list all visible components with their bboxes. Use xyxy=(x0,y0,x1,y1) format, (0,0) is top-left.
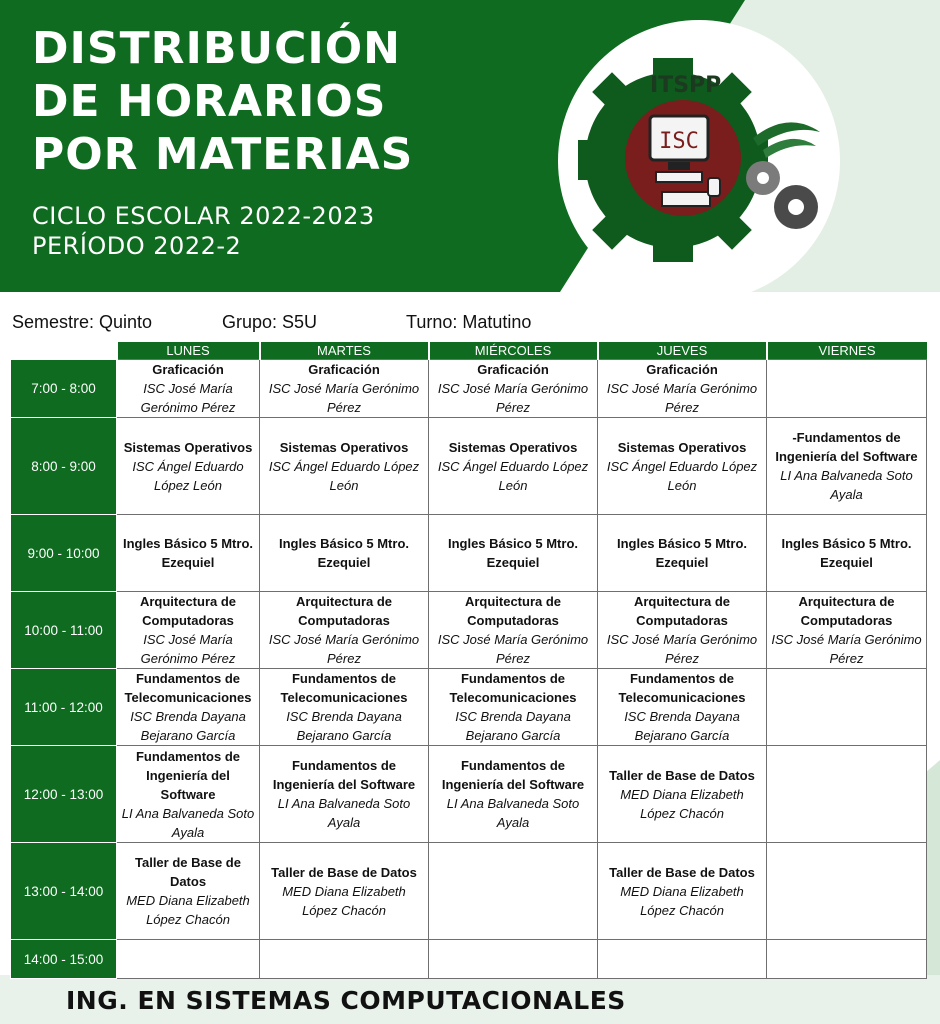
class-cell xyxy=(767,940,927,979)
subject-name: Sistemas Operativos xyxy=(279,439,409,455)
subject-name: Arquitectura de Computadoras xyxy=(464,594,562,628)
class-cell xyxy=(767,418,927,515)
teacher-name: ISC José María Gerónimo Pérez xyxy=(606,632,758,666)
isc-logo xyxy=(558,20,840,302)
subject-name: Sistemas Operativos xyxy=(448,439,578,455)
logo-text-itspp: ITSPP xyxy=(650,73,722,98)
class-cell xyxy=(598,592,767,669)
subject-name: Fundamentos de Telecomunicaciones xyxy=(280,671,408,705)
class-cell xyxy=(260,592,429,669)
schedule-row xyxy=(11,669,927,746)
teacher-name: LI Ana Balvaneda Soto Ayala xyxy=(780,468,913,502)
class-cell xyxy=(117,669,260,746)
teacher-name: ISC José María Gerónimo Pérez xyxy=(140,632,236,666)
class-cell xyxy=(260,515,429,592)
subject-name: Ingles Básico 5 Mtro. Ezequiel xyxy=(122,536,254,570)
subject-name: Taller de Base de Datos xyxy=(609,767,755,783)
subject-name: Fundamentos de Ingeniería del Software xyxy=(272,758,416,792)
class-cell xyxy=(767,746,927,843)
teacher-name: ISC Brenda Dayana Bejarano García xyxy=(286,709,402,743)
subject-name: Sistemas Operativos xyxy=(123,439,253,455)
small-gear-icon xyxy=(746,161,780,195)
subject-name: Graficación xyxy=(646,362,718,377)
class-cell xyxy=(767,592,927,669)
school-cycle xyxy=(32,201,413,261)
class-cell xyxy=(260,360,429,418)
subject-name: Sistemas Operativos xyxy=(617,439,747,455)
subject-name: Ingles Básico 5 Mtro. Ezequiel xyxy=(781,536,912,570)
teacher-name: ISC Ángel Eduardo López León xyxy=(606,458,758,493)
period-text: PERÍODO 2022-2 xyxy=(32,232,242,260)
keyboard-icon xyxy=(662,192,710,206)
header-text xyxy=(32,22,413,261)
class-cell xyxy=(117,843,260,940)
class-cell xyxy=(260,940,429,979)
class-cell xyxy=(260,843,429,940)
class-cell xyxy=(767,669,927,746)
class-cell xyxy=(767,843,927,940)
time-slot: 7:00 - 8:00 xyxy=(11,360,117,418)
semester-label: Semestre: Quinto xyxy=(12,312,153,332)
teacher-name: ISC Brenda Dayana Bejarano García xyxy=(130,709,246,743)
class-cell xyxy=(429,360,598,418)
class-cell xyxy=(767,515,927,592)
career-footer: ING. EN SISTEMAS COMPUTACIONALES xyxy=(66,986,626,1015)
schedule-row xyxy=(11,515,927,592)
schedule-row xyxy=(11,746,927,843)
subject-name: Fundamentos de Telecomunicaciones xyxy=(449,671,577,705)
time-slot: 10:00 - 11:00 xyxy=(11,592,117,669)
subject-name: Ingles Básico 5 Mtro. Ezequiel xyxy=(616,536,748,570)
teacher-name: ISC José María Gerónimo Pérez xyxy=(437,632,589,666)
leaf-icon-2 xyxy=(763,139,816,158)
title-line-2: DE HORARIOS xyxy=(32,76,387,127)
cycle-text: CICLO ESCOLAR 2022-2023 xyxy=(32,202,375,230)
class-cell xyxy=(429,515,598,592)
title-line-3: POR MATERIAS xyxy=(32,129,414,180)
schedule-row xyxy=(11,360,927,418)
time-slot: 11:00 - 12:00 xyxy=(11,669,117,746)
subject-name: Fundamentos de Ingeniería del Software xyxy=(135,748,240,802)
teacher-name: MED Diana Elizabeth López Chacón xyxy=(126,893,250,927)
subject-name: Taller de Base de Datos xyxy=(271,864,417,880)
time-slot: 12:00 - 13:00 xyxy=(11,746,117,843)
subject-name: Graficación xyxy=(152,362,224,377)
teacher-name: ISC Ángel Eduardo López León xyxy=(268,458,420,493)
teacher-name: MED Diana Elizabeth López Chacón xyxy=(620,883,744,918)
schedule-row xyxy=(11,843,927,940)
schedule-row xyxy=(11,418,927,515)
time-slot: 14:00 - 15:00 xyxy=(11,940,117,979)
class-cell xyxy=(429,746,598,843)
small-gear-icon-2 xyxy=(774,185,818,229)
subject-name: Fundamentos de Ingeniería del Software xyxy=(441,758,585,792)
class-cell xyxy=(598,360,767,418)
subject-name: Arquitectura de Computadoras xyxy=(139,594,237,628)
class-cell xyxy=(767,360,927,418)
mouse-icon xyxy=(708,178,720,196)
subject-name: Taller de Base de Datos xyxy=(135,855,241,889)
day-header-martes: MARTES xyxy=(260,342,429,360)
teacher-name: ISC Brenda Dayana Bejarano García xyxy=(624,709,740,743)
class-cell xyxy=(429,940,598,979)
corner-cell xyxy=(11,342,117,360)
time-slot: 8:00 - 9:00 xyxy=(11,418,117,515)
class-cell xyxy=(598,940,767,979)
day-header-miercoles: MIÉRCOLES xyxy=(429,342,598,360)
subject-name: Fundamentos de Telecomunicaciones xyxy=(124,671,252,705)
teacher-name: ISC José María Gerónimo Pérez xyxy=(268,632,420,666)
teacher-name: MED Diana Elizabeth López Chacón xyxy=(620,786,744,821)
teacher-name: ISC Ángel Eduardo López León xyxy=(132,458,244,493)
teacher-name: ISC José María Gerónimo Pérez xyxy=(437,381,589,415)
class-cell xyxy=(598,418,767,515)
subject-name: -Fundamentos de Ingeniería del Software xyxy=(775,430,918,464)
class-cell xyxy=(598,515,767,592)
day-header-row xyxy=(11,342,927,360)
group-label: Grupo: S5U xyxy=(222,312,318,332)
time-slot: 13:00 - 14:00 xyxy=(11,843,117,940)
class-cell xyxy=(429,843,598,940)
class-cell xyxy=(117,746,260,843)
subject-name: Taller de Base de Datos xyxy=(609,864,755,880)
teacher-name: LI Ana Balvaneda Soto Ayala xyxy=(277,796,411,830)
class-cell xyxy=(429,592,598,669)
class-cell xyxy=(260,669,429,746)
teacher-name: LI Ana Balvaneda Soto Ayala xyxy=(446,796,580,830)
schedule-row xyxy=(11,592,927,669)
day-header-jueves: JUEVES xyxy=(598,342,767,360)
teacher-name: ISC José María Gerónimo Pérez xyxy=(268,381,420,415)
teacher-name: ISC Ángel Eduardo López León xyxy=(437,458,589,493)
logo-text-isc: ISC xyxy=(659,129,699,154)
class-cell xyxy=(117,515,260,592)
schedule-row xyxy=(11,940,927,979)
day-header-lunes: LUNES xyxy=(117,342,260,360)
class-cell xyxy=(117,418,260,515)
class-cell xyxy=(260,746,429,843)
class-cell xyxy=(598,669,767,746)
teacher-name: LI Ana Balvaneda Soto Ayala xyxy=(121,805,255,840)
subject-name: Ingles Básico 5 Mtro. Ezequiel xyxy=(447,536,579,570)
class-cell xyxy=(429,669,598,746)
class-cell xyxy=(117,940,260,979)
shift-label: Turno: Matutino xyxy=(406,312,532,332)
class-cell xyxy=(260,418,429,515)
subject-name: Ingles Básico 5 Mtro. Ezequiel xyxy=(278,536,410,570)
subject-name: Fundamentos de Telecomunicaciones xyxy=(618,671,746,705)
class-cell xyxy=(117,592,260,669)
teacher-name: ISC José María Gerónimo Pérez xyxy=(771,632,922,666)
teacher-name: MED Diana Elizabeth López Chacón xyxy=(282,883,406,918)
class-cell xyxy=(117,360,260,418)
schedule-table xyxy=(10,342,927,979)
time-slot: 9:00 - 10:00 xyxy=(11,515,117,592)
day-header-viernes: VIERNES xyxy=(767,342,927,360)
class-cell xyxy=(429,418,598,515)
subject-name: Graficación xyxy=(308,362,380,377)
subject-name: Arquitectura de Computadoras xyxy=(633,594,731,628)
teacher-name: ISC José María Gerónimo Pérez xyxy=(140,381,236,415)
teacher-name: ISC Brenda Dayana Bejarano García xyxy=(455,709,571,743)
teacher-name: ISC José María Gerónimo Pérez xyxy=(606,381,758,415)
class-cell xyxy=(598,746,767,843)
subject-name: Arquitectura de Computadoras xyxy=(798,594,895,628)
class-cell xyxy=(598,843,767,940)
subject-name: Arquitectura de Computadoras xyxy=(295,594,393,628)
subject-name: Graficación xyxy=(477,362,549,377)
title-line-1: DISTRIBUCIÓN xyxy=(32,23,402,74)
